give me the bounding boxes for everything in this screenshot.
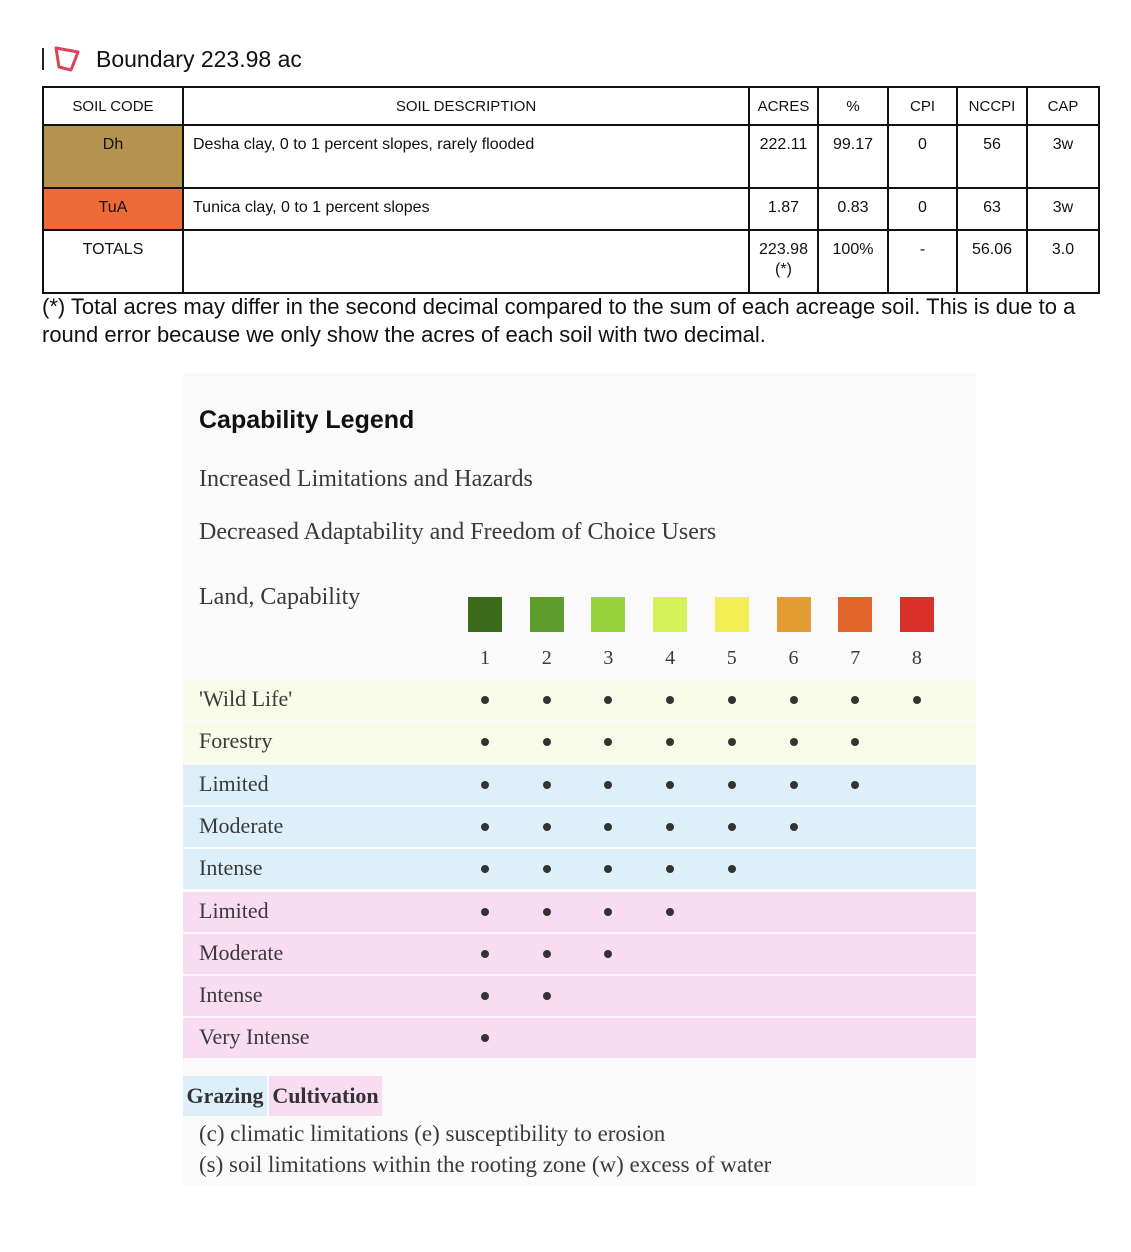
capability-dot	[604, 696, 612, 704]
capability-class-label: 6	[788, 647, 799, 669]
capability-dot	[790, 738, 798, 746]
capability-dot	[666, 781, 674, 789]
capability-dot	[604, 738, 612, 746]
table-header-row	[43, 87, 1099, 125]
capability-dot	[543, 781, 551, 789]
capability-dot	[666, 738, 674, 746]
soil-description-cell: Tunica clay, 0 to 1 percent slopes	[183, 188, 749, 230]
legend-row-label: Limited	[199, 770, 269, 796]
totals-label: TOTALS	[43, 230, 183, 293]
capability-dot	[851, 781, 859, 789]
header-soil-code: SOIL CODE	[43, 87, 183, 125]
capability-dot	[790, 823, 798, 831]
capability-dot	[851, 738, 859, 746]
capability-dot	[913, 696, 921, 704]
capability-dot	[543, 992, 551, 1000]
capability-dot	[728, 738, 736, 746]
legend-row-label: Forestry	[199, 728, 273, 754]
cap-cell: 3w	[1027, 188, 1099, 230]
capability-dot	[481, 992, 489, 1000]
capability-dot	[543, 823, 551, 831]
capability-dot	[604, 908, 612, 916]
grazing-tag: Grazing	[183, 1076, 267, 1116]
nccpi-cell: 63	[957, 188, 1027, 230]
legend-row	[183, 849, 976, 889]
legend-footnote-soil: (s) soil limitations within the rooting zone (w) excess of water	[199, 1152, 772, 1177]
boundary-title: Boundary 223.98 ac	[96, 45, 302, 72]
land-capability-label: Land, Capability	[199, 584, 361, 610]
acres-cell: 1.87	[749, 188, 818, 230]
legend-row	[183, 892, 976, 932]
nccpi-cell: 56	[957, 125, 1027, 188]
capability-dot	[604, 781, 612, 789]
legend-row	[183, 976, 976, 1016]
header-percent: %	[818, 87, 888, 125]
totals-percent: 100%	[818, 230, 888, 293]
boundary-header	[42, 42, 302, 76]
legend-row	[183, 807, 976, 847]
capability-class-label: 7	[850, 647, 861, 669]
header-soil-description: SOIL DESCRIPTION	[183, 87, 749, 125]
legend-row-label: Very Intense	[199, 1024, 310, 1050]
cultivation-tag: Cultivation	[269, 1076, 382, 1116]
capability-class-label: 8	[911, 647, 922, 669]
legend-title: Capability Legend	[199, 406, 415, 434]
capability-dot	[728, 823, 736, 831]
header-acres: ACRES	[749, 87, 818, 125]
legend-row-label: Moderate	[199, 812, 284, 838]
capability-dot	[666, 865, 674, 873]
capability-swatch-8	[900, 597, 934, 632]
acres-cell: 222.11	[749, 125, 818, 188]
capability-dot	[481, 781, 489, 789]
capability-dot	[728, 781, 736, 789]
capability-dot	[543, 908, 551, 916]
table-row	[43, 188, 1099, 230]
capability-class-label: 1	[480, 647, 490, 669]
capability-dot	[481, 696, 489, 704]
capability-dot	[604, 950, 612, 958]
cpi-cell: 0	[888, 188, 957, 230]
capability-swatch-1	[468, 597, 502, 632]
capability-dot	[666, 823, 674, 831]
capability-dot	[728, 865, 736, 873]
legend-row-label: 'Wild Life'	[199, 686, 293, 711]
legend-row	[183, 765, 976, 805]
soil-table	[42, 86, 1100, 294]
capability-dot	[851, 696, 859, 704]
legend-row-label: Moderate	[199, 939, 284, 965]
capability-swatch-2	[530, 597, 564, 632]
percent-cell: 0.83	[818, 188, 888, 230]
capability-swatch-7	[838, 597, 872, 632]
capability-dot	[481, 950, 489, 958]
legend-row	[183, 1018, 976, 1058]
totals-cap: 3.0	[1027, 230, 1099, 293]
capability-class-label: 2	[541, 647, 552, 669]
cpi-cell: 0	[888, 125, 957, 188]
capability-class-label: 5	[726, 647, 737, 669]
soil-code-cell: Dh	[43, 125, 183, 188]
totals-cpi: -	[888, 230, 957, 293]
capability-dot	[604, 865, 612, 873]
header-nccpi: NCCPI	[957, 87, 1027, 125]
capability-swatch-5	[715, 597, 749, 632]
boundary-polygon-icon	[52, 44, 82, 74]
capability-swatch-3	[591, 597, 625, 632]
capability-dot	[666, 696, 674, 704]
capability-dot	[666, 908, 674, 916]
divider	[42, 48, 44, 70]
legend-row-label: Intense	[199, 982, 263, 1008]
percent-cell: 99.17	[818, 125, 888, 188]
legend-row	[183, 934, 976, 974]
capability-swatch-6	[777, 597, 811, 632]
capability-dot	[790, 696, 798, 704]
capability-dot	[481, 908, 489, 916]
totals-row	[43, 230, 1099, 293]
capability-dot	[481, 823, 489, 831]
capability-dot	[481, 1034, 489, 1042]
capability-dot	[543, 696, 551, 704]
legend-row	[183, 680, 976, 720]
header-cap: CAP	[1027, 87, 1099, 125]
capability-dot	[543, 738, 551, 746]
totals-nccpi: 56.06	[957, 230, 1027, 293]
legend-row	[183, 722, 976, 762]
capability-class-label: 3	[603, 647, 614, 669]
capability-dot	[481, 865, 489, 873]
capability-legend	[183, 373, 976, 1185]
table-row	[43, 125, 1099, 188]
totals-acres: 223.98(*)	[749, 230, 818, 293]
capability-dot	[604, 823, 612, 831]
legend-row-label: Limited	[199, 897, 269, 923]
capability-dot	[790, 781, 798, 789]
capability-swatch-4	[653, 597, 687, 632]
capability-dot	[543, 865, 551, 873]
legend-line-adaptability: Decreased Adaptability and Freedom of Choice Users	[199, 519, 717, 545]
rounding-note: (*) Total acres may differ in the second decimal compared to the sum of each acreage soil. This is due to a round error because we only show the acres of each soil with two decimal.	[42, 294, 1076, 347]
legend-footnote-climatic: (c) climatic limitations (e) susceptibility to erosion	[199, 1121, 666, 1146]
cap-cell: 3w	[1027, 125, 1099, 188]
legend-line-limitations: Increased Limitations and Hazards	[199, 466, 533, 492]
capability-class-label: 4	[665, 647, 676, 669]
header-cpi: CPI	[888, 87, 957, 125]
soil-code-cell: TuA	[43, 188, 183, 230]
soil-description-cell: Desha clay, 0 to 1 percent slopes, rarely flooded	[183, 125, 749, 188]
capability-dot	[728, 696, 736, 704]
capability-dot	[481, 738, 489, 746]
totals-description-cell	[183, 230, 749, 293]
legend-row-label: Intense	[199, 855, 263, 881]
capability-dot	[543, 950, 551, 958]
